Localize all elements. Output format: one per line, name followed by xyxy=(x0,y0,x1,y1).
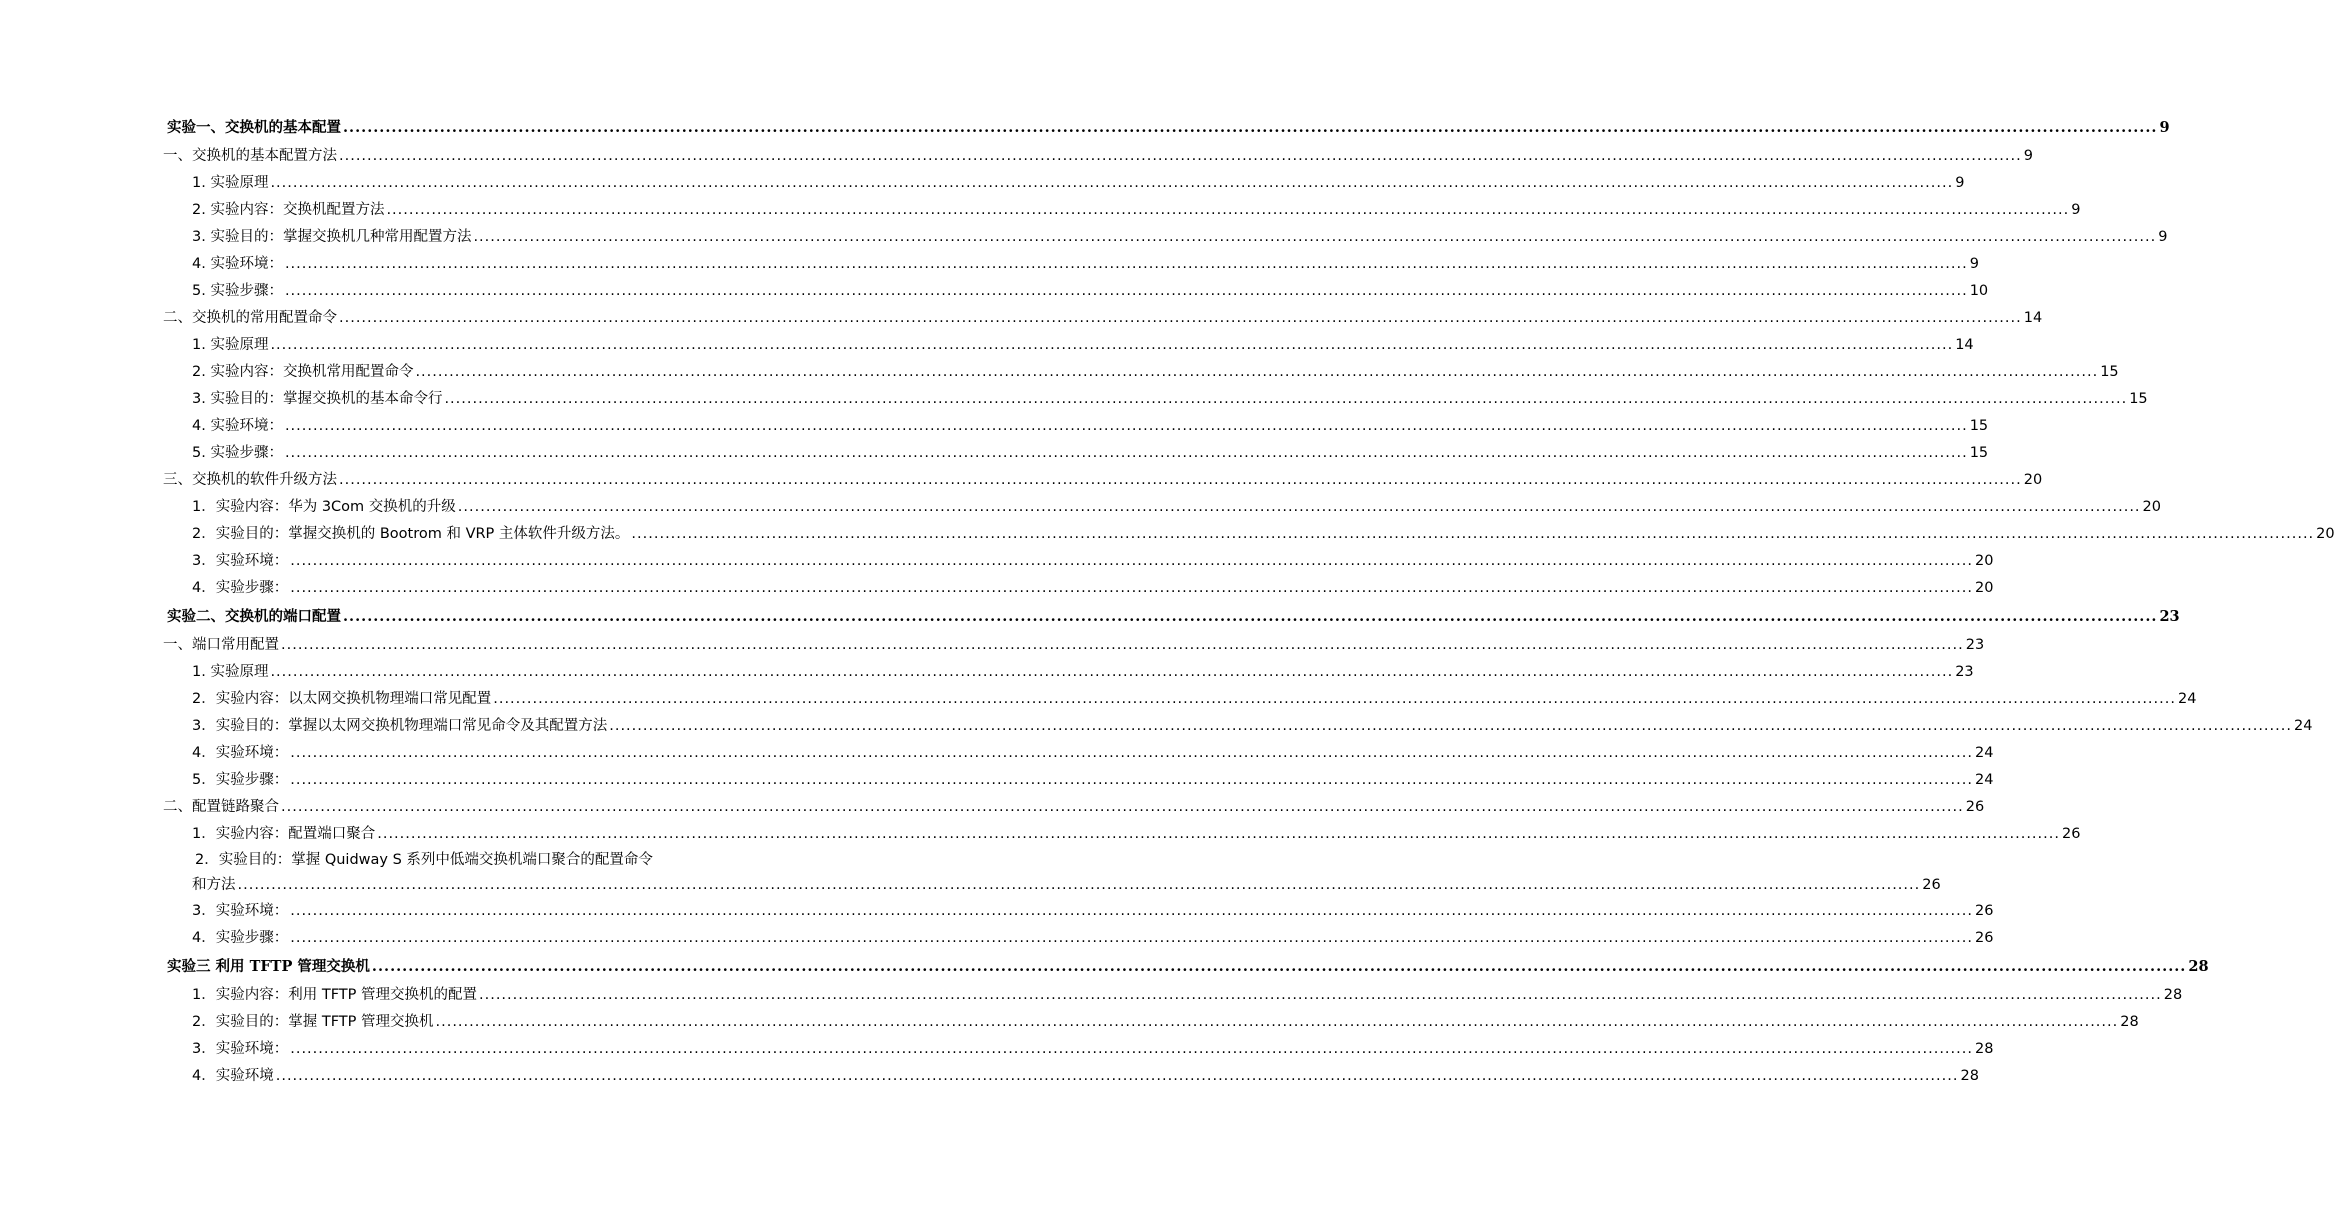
toc-entry-title: 5. 实验步骤： xyxy=(192,445,283,461)
toc-entry-content xyxy=(192,548,1994,575)
toc-page-number: 24 xyxy=(2177,691,2197,707)
toc-dot-leader: ............................................................................................................................................................................................................................................................................................................ xyxy=(493,691,2176,707)
toc-page-number: 26 xyxy=(1922,877,1941,893)
toc-entry-content xyxy=(192,686,2197,713)
toc-entry-content xyxy=(192,224,2168,251)
toc-entry-content xyxy=(192,925,1994,952)
toc-entry-title: 实验一、交换机的基本配置 xyxy=(167,119,341,136)
toc-entry-content xyxy=(167,602,2180,632)
toc-entry-content xyxy=(167,113,2170,143)
toc-entry-content xyxy=(192,494,2161,521)
toc-page-number: 20 xyxy=(2023,472,2043,488)
toc-subsection-entry[interactable] xyxy=(0,686,2197,713)
toc-page-number: 9 xyxy=(2158,229,2168,245)
toc-dot-leader: ............................................................................................................................................................................................................................................................................................................ xyxy=(479,987,2162,1003)
toc-entry-content xyxy=(192,278,1989,305)
toc-entry-content xyxy=(192,1063,1979,1090)
toc-page-number: 28 xyxy=(2120,1014,2139,1030)
toc-dot-leader: ............................................................................................................................................................................................................................................................................................................ xyxy=(290,580,1973,596)
toc-dot-leader: ............................................................................................................................................................................................................................................................................................................ xyxy=(290,1041,1973,1057)
toc-subsection-entry[interactable] xyxy=(0,713,2313,740)
toc-section-entry[interactable] xyxy=(0,305,2043,332)
toc-entry-content xyxy=(163,794,1985,821)
toc-dot-leader: ............................................................................................................................................................................................................................................................................................................ xyxy=(377,826,2060,842)
toc-entry-title: 1．实验内容：利用 TFTP 管理交换机的配置 xyxy=(192,987,477,1003)
toc-entry-content xyxy=(192,982,2183,1009)
toc-entry-content xyxy=(192,251,1979,278)
toc-subsection-entry[interactable] xyxy=(0,494,2161,521)
toc-entry-title: 4．实验环境： xyxy=(192,745,289,761)
toc-entry-content xyxy=(192,521,2335,548)
toc-entry-title: 3. 实验目的：掌握交换机的基本命令行 xyxy=(192,391,443,407)
toc-entry-content xyxy=(192,713,2313,740)
toc-subsection-entry[interactable] xyxy=(0,197,2081,224)
toc-dot-leader: ............................................................................................................................................................................................................................................................................................................ xyxy=(631,526,2315,542)
toc-page-number: 9 xyxy=(2071,202,2081,218)
toc-subsection-entry[interactable] xyxy=(0,767,1994,794)
toc-entry-content xyxy=(163,305,2043,332)
toc-entry-content xyxy=(167,952,2209,982)
toc-dot-leader: ............................................................................................................................................................................................................................................................................................................ xyxy=(284,418,1968,434)
toc-section-entry[interactable] xyxy=(0,143,2033,170)
toc-chapter-entry[interactable] xyxy=(0,952,2209,982)
toc-page-number: 15 xyxy=(1969,445,1989,461)
toc-entry-title: 二、交换机的常用配置命令 xyxy=(163,310,337,326)
toc-dot-leader: ............................................................................................................................................................................................................................................................................................................ xyxy=(281,799,1964,815)
toc-subsection-entry[interactable] xyxy=(0,982,2183,1009)
toc-entry-content xyxy=(192,575,1994,602)
toc-dot-leader: ............................................................................................................................................................................................................................................................................................................ xyxy=(290,772,1973,788)
toc-entry-title: 1. 实验原理 xyxy=(192,337,269,353)
toc-page-number: 14 xyxy=(2023,310,2043,326)
toc-subsection-entry[interactable] xyxy=(0,251,1979,278)
toc-subsection-entry[interactable] xyxy=(0,359,2119,386)
toc-entry-title: 3．实验环境： xyxy=(192,553,289,569)
toc-entry-title: 3．实验环境： xyxy=(192,903,289,919)
toc-entry-title: 4．实验步骤： xyxy=(192,580,289,596)
toc-page-number: 14 xyxy=(1955,337,1974,353)
toc-entry-title: 2. 实验内容：交换机配置方法 xyxy=(192,202,385,218)
toc-subsection-entry[interactable] xyxy=(0,224,2168,251)
toc-page-number: 20 xyxy=(1974,580,1994,596)
toc-page-number: 9 xyxy=(2159,119,2170,136)
toc-dot-leader: ............................................................................................................................................................................................................................................................................................................ xyxy=(290,745,1973,761)
toc-dot-leader: ............................................................................................................................................................................................................................................................................................................ xyxy=(339,310,2022,326)
toc-entry-title: 二、配置链路聚合 xyxy=(163,799,279,815)
toc-entry-title: 一、交换机的基本配置方法 xyxy=(163,148,337,164)
toc-entry-title: 4. 实验环境： xyxy=(192,256,283,272)
toc-dot-leader: ............................................................................................................................................................................................................................................................................................................ xyxy=(284,283,1968,299)
toc-subsection-entry[interactable] xyxy=(0,548,1994,575)
toc-entry-content xyxy=(192,821,2081,848)
toc-entry-content xyxy=(192,359,2119,386)
toc-dot-leader: ............................................................................................................................................................................................................................................................................................................ xyxy=(290,903,1973,919)
toc-dot-leader: ............................................................................................................................................................................................................................................................................................................ xyxy=(270,664,1954,680)
toc-page-number: 23 xyxy=(1955,664,1974,680)
toc-page-number: 20 xyxy=(2142,499,2161,515)
toc-dot-leader: ............................................................................................................................................................................................................................................................................................................ xyxy=(435,1014,2119,1030)
toc-subsection-entry[interactable] xyxy=(0,521,2335,548)
toc-page-number: 26 xyxy=(1974,930,1994,946)
toc-page-number: 9 xyxy=(1969,256,1979,272)
toc-entry-title: 3．实验环境： xyxy=(192,1041,289,1057)
toc-entry-continuation xyxy=(192,873,1941,898)
toc-dot-leader: ............................................................................................................................................................................................................................................................................................................ xyxy=(275,1068,1959,1084)
toc-dot-leader: ............................................................................................................................................................................................................................................................................................................ xyxy=(281,637,1964,653)
toc-subsection-entry[interactable] xyxy=(0,278,1989,305)
toc-entry-title: 2. 实验内容：交换机常用配置命令 xyxy=(192,364,414,380)
toc-page-number: 23 xyxy=(2159,608,2180,625)
toc-subsection-entry[interactable] xyxy=(0,821,2081,848)
toc-dot-leader: ............................................................................................................................................................................................................................................................................................................ xyxy=(290,930,1973,946)
toc-subsection-entry[interactable] xyxy=(0,740,1994,767)
toc-entry-content xyxy=(192,413,1989,440)
toc-entry-content xyxy=(192,1009,2139,1036)
toc-dot-leader: ............................................................................................................................................................................................................................................................................................................ xyxy=(457,499,2141,515)
toc-entry-content xyxy=(192,170,1965,197)
toc-entry-content xyxy=(192,848,1941,898)
toc-entry-title: 4. 实验环境： xyxy=(192,418,283,434)
toc-dot-leader: ............................................................................................................................................................................................................................................................................................................ xyxy=(237,877,1921,893)
toc-entry-title: 实验二、交换机的端口配置 xyxy=(167,608,341,625)
toc-entry-title: 1. 实验原理 xyxy=(192,175,269,191)
toc-entry-title: 三、交换机的软件升级方法 xyxy=(163,472,337,488)
toc-entry-title: 2．实验目的：掌握交换机的 Bootrom 和 VRP 主体软件升级方法。 xyxy=(192,526,630,542)
toc-chapter-entry[interactable] xyxy=(0,602,2180,632)
toc-entry-content xyxy=(192,898,1994,925)
toc-entry-title: 一、端口常用配置 xyxy=(163,637,279,653)
toc-page-number: 28 xyxy=(1960,1068,1979,1084)
toc-dot-leader: ............................................................................................................................................................................................................................................................................................................ xyxy=(343,608,2158,625)
toc-page-number: 28 xyxy=(1974,1041,1994,1057)
toc-entry-content xyxy=(192,386,2148,413)
toc-entry-title: 4．实验步骤： xyxy=(192,930,289,946)
toc-page-number: 23 xyxy=(1965,637,1985,653)
toc-section-entry[interactable] xyxy=(0,467,2043,494)
toc-dot-leader: ............................................................................................................................................................................................................................................................................................................ xyxy=(609,718,2292,734)
toc-subsection-entry[interactable] xyxy=(0,659,1974,686)
toc-entry-content xyxy=(163,632,1985,659)
toc-dot-leader: ............................................................................................................................................................................................................................................................................................................ xyxy=(473,229,2157,245)
toc-entry-content xyxy=(192,1036,1994,1063)
toc-dot-leader: ............................................................................................................................................................................................................................................................................................................ xyxy=(290,553,1973,569)
toc-dot-leader: ............................................................................................................................................................................................................................................................................................................ xyxy=(371,958,2187,975)
toc-subsection-entry[interactable] xyxy=(0,413,1989,440)
toc-dot-leader: ............................................................................................................................................................................................................................................................................................................ xyxy=(386,202,2070,218)
toc-page-number: 26 xyxy=(1974,903,1994,919)
toc-entry-title: 4．实验环境 xyxy=(192,1068,274,1084)
toc-subsection-entry[interactable] xyxy=(0,170,1965,197)
toc-entry-content xyxy=(192,197,2081,224)
toc-page-number: 15 xyxy=(2100,364,2119,380)
toc-page-number: 24 xyxy=(1974,745,1994,761)
toc-entry-content xyxy=(192,767,1994,794)
toc-entry-content xyxy=(192,440,1989,467)
toc-subsection-entry[interactable] xyxy=(0,386,2148,413)
toc-page-number: 28 xyxy=(2163,987,2183,1003)
toc-page-number: 15 xyxy=(1969,418,1989,434)
toc-entry-title: 3. 实验目的：掌握交换机几种常用配置方法 xyxy=(192,229,472,245)
toc-entry-content xyxy=(163,467,2043,494)
toc-page-number: 15 xyxy=(2129,391,2148,407)
toc-page-number: 20 xyxy=(1974,553,1994,569)
toc-dot-leader: ............................................................................................................................................................................................................................................................................................................ xyxy=(415,364,2099,380)
toc-subsection-entry[interactable] xyxy=(0,1063,1979,1090)
toc-page-number: 10 xyxy=(1969,283,1989,299)
toc-entry-content xyxy=(192,740,1994,767)
toc-dot-leader: ............................................................................................................................................................................................................................................................................................................ xyxy=(284,445,1968,461)
toc-page-number: 9 xyxy=(2023,148,2033,164)
toc-dot-leader: ............................................................................................................................................................................................................................................................................................................ xyxy=(339,148,2022,164)
toc-entry-content xyxy=(163,143,2033,170)
toc-subsection-entry[interactable] xyxy=(0,898,1994,925)
toc-page-number: 26 xyxy=(2061,826,2081,842)
toc-subsection-entry[interactable] xyxy=(0,332,1974,359)
toc-page-number: 20 xyxy=(2316,526,2335,542)
toc-subsection-entry[interactable] xyxy=(0,1009,2139,1036)
toc-entry-title-continued: 和方法 xyxy=(192,877,236,893)
toc-entry-title: 3．实验目的：掌握以太网交换机物理端口常见命令及其配置方法 xyxy=(192,718,608,734)
toc-dot-leader: ............................................................................................................................................................................................................................................................................................................ xyxy=(343,119,2158,136)
toc-entry-title: 5．实验步骤： xyxy=(192,772,289,788)
table-of-contents xyxy=(0,113,2335,1090)
toc-entry-content xyxy=(192,332,1974,359)
toc-entry-title: 2．实验目的：掌握 TFTP 管理交换机 xyxy=(192,1014,434,1030)
toc-dot-leader: ............................................................................................................................................................................................................................................................................................................ xyxy=(444,391,2128,407)
toc-page-number: 28 xyxy=(2188,958,2209,975)
toc-page-number: 26 xyxy=(1965,799,1985,815)
toc-subsection-entry[interactable] xyxy=(0,848,1941,898)
toc-page-number: 9 xyxy=(1955,175,1965,191)
toc-entry-title: 实验三 利用 TFTP 管理交换机 xyxy=(167,958,370,975)
toc-subsection-entry[interactable] xyxy=(0,925,1994,952)
toc-subsection-entry[interactable] xyxy=(0,575,1994,602)
toc-entry-title: 2．实验内容：以太网交换机物理端口常见配置 xyxy=(192,691,492,707)
toc-subsection-entry[interactable] xyxy=(0,440,1989,467)
toc-entry-title: 1．实验内容：配置端口聚合 xyxy=(192,826,376,842)
toc-section-entry[interactable] xyxy=(0,632,1985,659)
toc-entry-title: 1. 实验原理 xyxy=(192,664,269,680)
toc-entry-title: 2．实验目的：掌握 Quidway S 系列中低端交换机端口聚合的配置命令 xyxy=(195,852,653,868)
toc-chapter-entry[interactable] xyxy=(0,113,2170,143)
toc-dot-leader: ............................................................................................................................................................................................................................................................................................................ xyxy=(270,337,1954,353)
toc-dot-leader: ............................................................................................................................................................................................................................................................................................................ xyxy=(339,472,2022,488)
toc-section-entry[interactable] xyxy=(0,794,1985,821)
toc-subsection-entry[interactable] xyxy=(0,1036,1994,1063)
toc-page-number: 24 xyxy=(1974,772,1994,788)
toc-page-number: 24 xyxy=(2293,718,2313,734)
toc-dot-leader: ............................................................................................................................................................................................................................................................................................................ xyxy=(270,175,1954,191)
toc-entry-content xyxy=(192,659,1974,686)
toc-entry-title: 5. 实验步骤： xyxy=(192,283,283,299)
toc-dot-leader: ............................................................................................................................................................................................................................................................................................................ xyxy=(284,256,1968,272)
toc-entry-title: 1．实验内容：华为 3Com 交换机的升级 xyxy=(192,499,456,515)
